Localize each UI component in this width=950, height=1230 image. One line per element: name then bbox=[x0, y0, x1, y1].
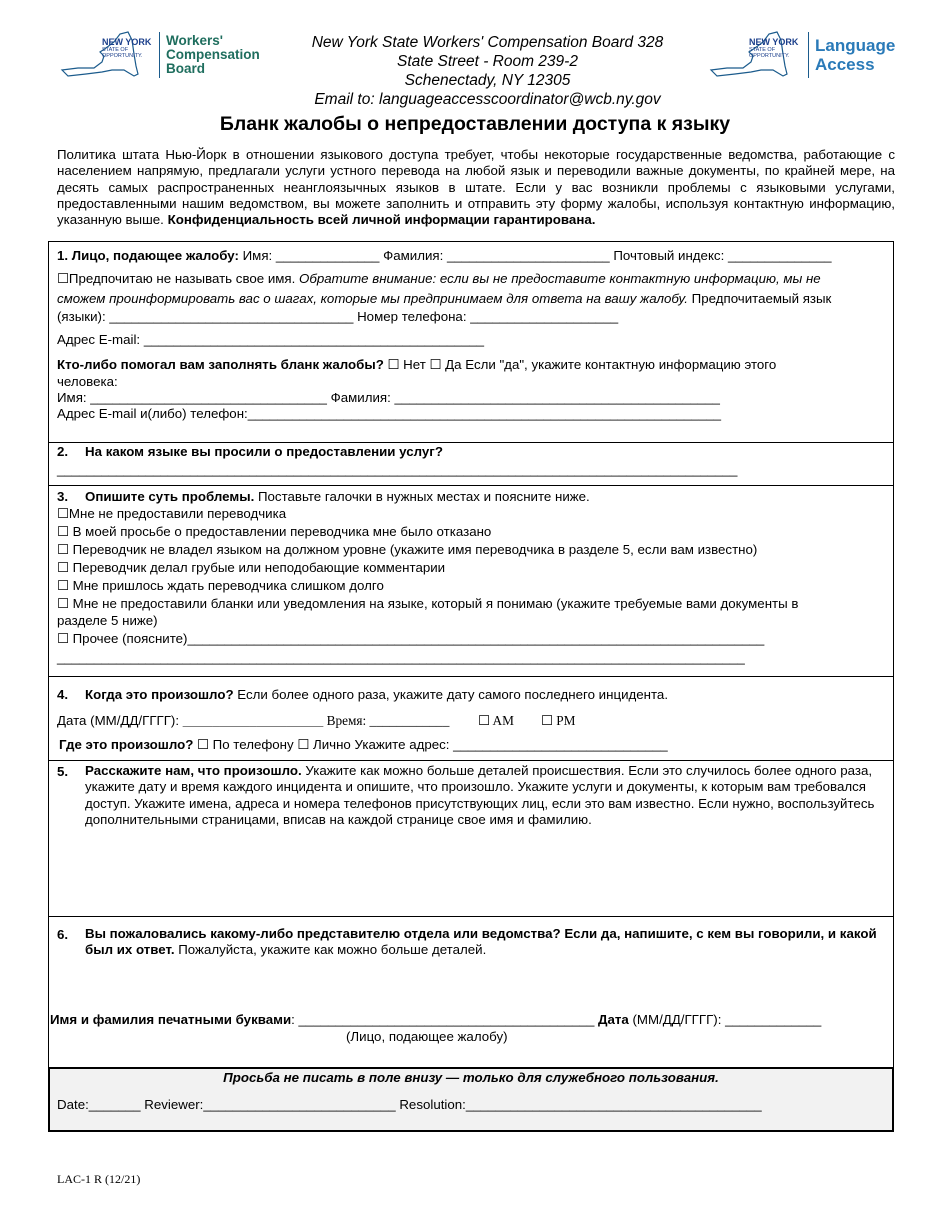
form-code: LAC-1 R (12/21) bbox=[57, 1172, 141, 1186]
problem-other-checkbox[interactable]: ☐ Прочее (поясните)______________________________________________________________________________ bbox=[57, 631, 765, 646]
problem-other-blank[interactable]: _____________________________________________________________________________________________ bbox=[57, 650, 745, 665]
problem-checkbox[interactable]: ☐ Мне пришлось ждать переводчика слишком долго bbox=[57, 578, 384, 593]
section-4-number: 4. bbox=[57, 687, 69, 702]
section-divider bbox=[48, 760, 894, 761]
problem-checkbox[interactable]: ☐ Мне не предоставили бланки или уведомления на языке, который я понимаю (укажите требуемые вами документы в bbox=[57, 596, 799, 611]
pm-checkbox[interactable]: ☐ PM bbox=[541, 713, 576, 728]
wcb-ny-wordmark: NEW YORK STATE OF OPPORTUNITY. bbox=[102, 37, 152, 59]
incident-location-row[interactable]: Где это произошло? ☐ По телефону ☐ Лично Укажите адрес: _____________________________ bbox=[59, 737, 668, 752]
language-phone-row[interactable]: (языки): _________________________________ Номер телефона: ____________________ bbox=[57, 309, 619, 324]
intro-paragraph: Политика штата Нью-Йорк в отношении языкового доступа требует, чтобы некоторые государственные ведомства, работающие с населением напрямую, предлагали услуги устного перевода на любой язык и переводили важные документы, по крайней мере, на десять самых распространенных неанглоязычных языков в штате. Если у вас возникли проблемы с языковыми услугами, предоставленными нашим ведомством, вы можете заполнить и отправить эту форму жалобы, используя контактную информацию, указанную выше. Конфиденциальность всей личной информации гарантирована. bbox=[57, 147, 895, 228]
signature-caption: (Лицо, подающее жалобу) bbox=[346, 1029, 508, 1044]
am-checkbox[interactable]: ☐ AM bbox=[478, 713, 514, 728]
anonymous-note-cont: сможем проинформировать вас о шагах, которые мы предпринимаем для ответа на вашу жалобу. Предпочитаемый язык bbox=[57, 291, 832, 306]
complainant-name-row[interactable]: 1. Лицо, подающее жалобу: Имя: ______________ Фамилия: ______________________ Почтовый индекс: ______________ bbox=[57, 248, 832, 263]
section-3-number: 3. bbox=[57, 489, 69, 504]
helper-contact-row[interactable]: Адрес E-mail и(либо) телефон:________________________________________________________________ bbox=[57, 406, 722, 421]
problem-checkbox[interactable]: ☐ Переводчик делал грубые или неподобающие комментарии bbox=[57, 560, 446, 575]
office-use-notice: Просьба не писать в поле внизу — только для служебного пользования. bbox=[223, 1070, 719, 1085]
la-ny-wordmark: NEW YORK STATE OF OPPORTUNITY. bbox=[749, 37, 799, 59]
printed-name-row[interactable]: Имя и фамилия печатными буквами: ________________________________________ Дата (ММ/ДД/ГГГГ): _____________ bbox=[50, 1012, 822, 1027]
section-5-number: 5. bbox=[57, 764, 69, 779]
anonymous-checkbox-row[interactable]: ☐Предпочитаю не называть свое имя. Обратите внимание: если вы не предоставите контактную информацию, мы не bbox=[57, 271, 821, 286]
problem-checkbox[interactable]: ☐Мне не предоставили переводчика bbox=[57, 506, 287, 521]
section-divider bbox=[48, 676, 894, 677]
section-5-instructions: Расскажите нам, что произошло. Укажите как можно больше деталей происшествия. Если это случилось более одного раза, укажите дату и время каждого инцидента и опишите, что произошло. Укажите услуги и документы, к которым вам требовался доступ. Укажите имена, адреса и номера телефонов присутствующих лиц, если это вам известно. Если нужно, воспользуйтесь дополнительными страницами, вписав на каждой странице свое имя и фамилию. bbox=[85, 763, 875, 827]
problem-checkbox-cont: разделе 5 ниже) bbox=[57, 613, 158, 628]
wcb-logo bbox=[58, 30, 260, 80]
helper-question-row[interactable]: Кто-либо помогал вам заполнять бланк жалобы? ☐ Нет ☐ Да Если "да", укажите контактную информацию этого bbox=[57, 357, 777, 372]
form-title: Бланк жалобы о непредоставлении доступа к языку bbox=[219, 113, 731, 135]
section-6-instructions: Вы пожаловались какому-либо представителю отдела или ведомства? Если да, напишите, с кем вы говорили, и какой был их ответ. Пожалуйста, укажите как можно больше деталей. bbox=[85, 926, 877, 958]
helper-name-row[interactable]: Имя: ________________________________ Фамилия: ____________________________________________ bbox=[57, 390, 720, 405]
section-2-number: 2. bbox=[57, 444, 69, 459]
logo-divider bbox=[808, 32, 809, 78]
language-access-name: Language Access bbox=[815, 36, 896, 74]
office-use-fields: Date:_______ Reviewer:__________________________ Resolution:________________________________________ bbox=[57, 1097, 762, 1112]
section-divider bbox=[48, 485, 894, 486]
section-2-heading: На каком языке вы просили о предоставлении услуг? bbox=[85, 444, 443, 459]
problem-checkbox[interactable]: ☐ Переводчик не владел языком на должном уровне (укажите имя переводчика в разделе 5, если вам известно) bbox=[57, 542, 758, 557]
section-divider bbox=[48, 916, 894, 917]
helper-question-cont: человека: bbox=[57, 374, 118, 389]
section-6-number: 6. bbox=[57, 927, 69, 942]
section-4-heading: Когда это произошло? Если более одного раза, укажите дату самого последнего инцидента. bbox=[85, 687, 669, 702]
incident-date-row[interactable]: Дата (ММ/ДД/ГГГГ): ___________________ Время: ____________ bbox=[57, 713, 450, 728]
service-language-blank[interactable]: ____________________________________________________________________________________________ bbox=[57, 462, 738, 477]
email-row[interactable]: Адрес E-mail: ______________________________________________ bbox=[57, 332, 485, 347]
wcb-name: Workers' Compensation Board bbox=[166, 33, 260, 76]
language-access-logo bbox=[707, 30, 895, 80]
problem-checkbox[interactable]: ☐ В моей просьбе о предоставлении переводчика мне было отказано bbox=[57, 524, 492, 539]
agency-address: New York State Workers' Compensation Board 328 State Street - Room 239-2 Schenectady, NY 12305 Email to: languageaccesscoordinator@wcb.ny.gov bbox=[311, 34, 664, 108]
logo-divider bbox=[159, 32, 160, 78]
section-3-heading: Опишите суть проблемы. Поставьте галочки в нужных местах и поясните ниже. bbox=[85, 489, 590, 504]
